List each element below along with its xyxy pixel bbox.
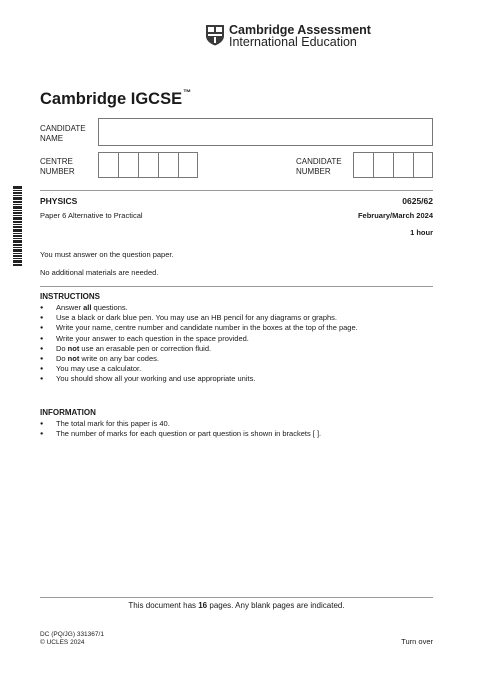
list-item: ● Use a black or dark blue pen. You may use an HB pencil for any diagrams or graphs. xyxy=(40,313,440,323)
list-item: ● The number of marks for each question or part question is shown in brackets [ ]. xyxy=(40,429,440,439)
candidate-number-cell[interactable] xyxy=(393,152,413,178)
centre-number-label-line1: CENTRE xyxy=(40,157,73,166)
centre-number-cell[interactable] xyxy=(118,152,138,178)
logo-line-1: Cambridge Assessment xyxy=(229,23,371,37)
candidate-number-cell[interactable] xyxy=(413,152,433,178)
page-count-note: This document has 16 pages. Any blank pages are indicated. xyxy=(128,601,345,610)
exam-session: February/March 2024 xyxy=(357,211,433,220)
cambridge-logo xyxy=(205,24,371,48)
list-item: ● Do not use an erasable pen or correction fluid. xyxy=(40,344,440,354)
candidate-number-label xyxy=(296,157,342,177)
centre-number-label-line2: NUMBER xyxy=(40,167,75,176)
instructions-list xyxy=(40,303,440,385)
information-heading: INFORMATION xyxy=(40,408,96,417)
list-item: ● Write your answer to each question in the space provided. xyxy=(40,334,440,344)
paper-code: 0625/62 xyxy=(402,196,433,206)
subject: PHYSICS xyxy=(40,196,78,206)
note-answer-on-paper: You must answer on the question paper. xyxy=(40,250,174,259)
centre-number-cell[interactable] xyxy=(138,152,158,178)
candidate-number-cell[interactable] xyxy=(353,152,373,178)
candidate-number-label-line1: CANDIDATE xyxy=(296,157,342,166)
candidate-name-label-line1: CANDIDATE xyxy=(40,124,86,133)
turn-over: Turn over xyxy=(401,637,433,646)
centre-number-cell[interactable] xyxy=(178,152,198,178)
reference-code: DC (PQ/JG) 331367/1 xyxy=(40,631,104,638)
cambridge-crest-icon xyxy=(205,24,225,46)
logo-line-2: International Education xyxy=(229,35,357,49)
candidate-number-label-line2: NUMBER xyxy=(296,167,331,176)
information-list xyxy=(40,419,440,439)
instructions-heading: INSTRUCTIONS xyxy=(40,292,100,301)
paper-name: Paper 6 Alternative to Practical xyxy=(40,211,143,220)
candidate-number-cell[interactable] xyxy=(373,152,393,178)
list-item: ● Write your name, centre number and candidate number in the boxes at the top of the page. xyxy=(40,323,440,333)
title-text: Cambridge IGCSE xyxy=(40,90,183,108)
divider-top xyxy=(40,190,433,191)
candidate-name-label-line2: NAME xyxy=(40,134,64,143)
list-item: ● The total mark for this paper is 40. xyxy=(40,419,440,429)
trademark-mark: ™ xyxy=(183,88,192,97)
barcode xyxy=(13,186,22,286)
page-title xyxy=(40,88,191,109)
candidate-name-label xyxy=(40,124,86,144)
list-item: ● Answer all questions. xyxy=(40,303,440,313)
copyright-notice: © UCLES 2024 xyxy=(40,639,85,646)
list-item: ● You should show all your working and use appropriate units. xyxy=(40,374,440,384)
centre-number-boxes[interactable] xyxy=(98,152,198,178)
candidate-name-box[interactable] xyxy=(98,118,433,146)
document-reference xyxy=(40,631,104,647)
list-item: ● You may use a calculator. xyxy=(40,364,440,374)
candidate-number-boxes[interactable] xyxy=(353,152,433,178)
divider-middle xyxy=(40,286,433,287)
list-item: ● Do not write on any bar codes. xyxy=(40,354,440,364)
centre-number-cell[interactable] xyxy=(98,152,118,178)
note-no-materials: No additional materials are needed. xyxy=(40,268,159,277)
divider-bottom xyxy=(40,597,433,598)
centre-number-label xyxy=(40,157,75,177)
exam-duration: 1 hour xyxy=(410,228,433,237)
centre-number-cell[interactable] xyxy=(158,152,178,178)
